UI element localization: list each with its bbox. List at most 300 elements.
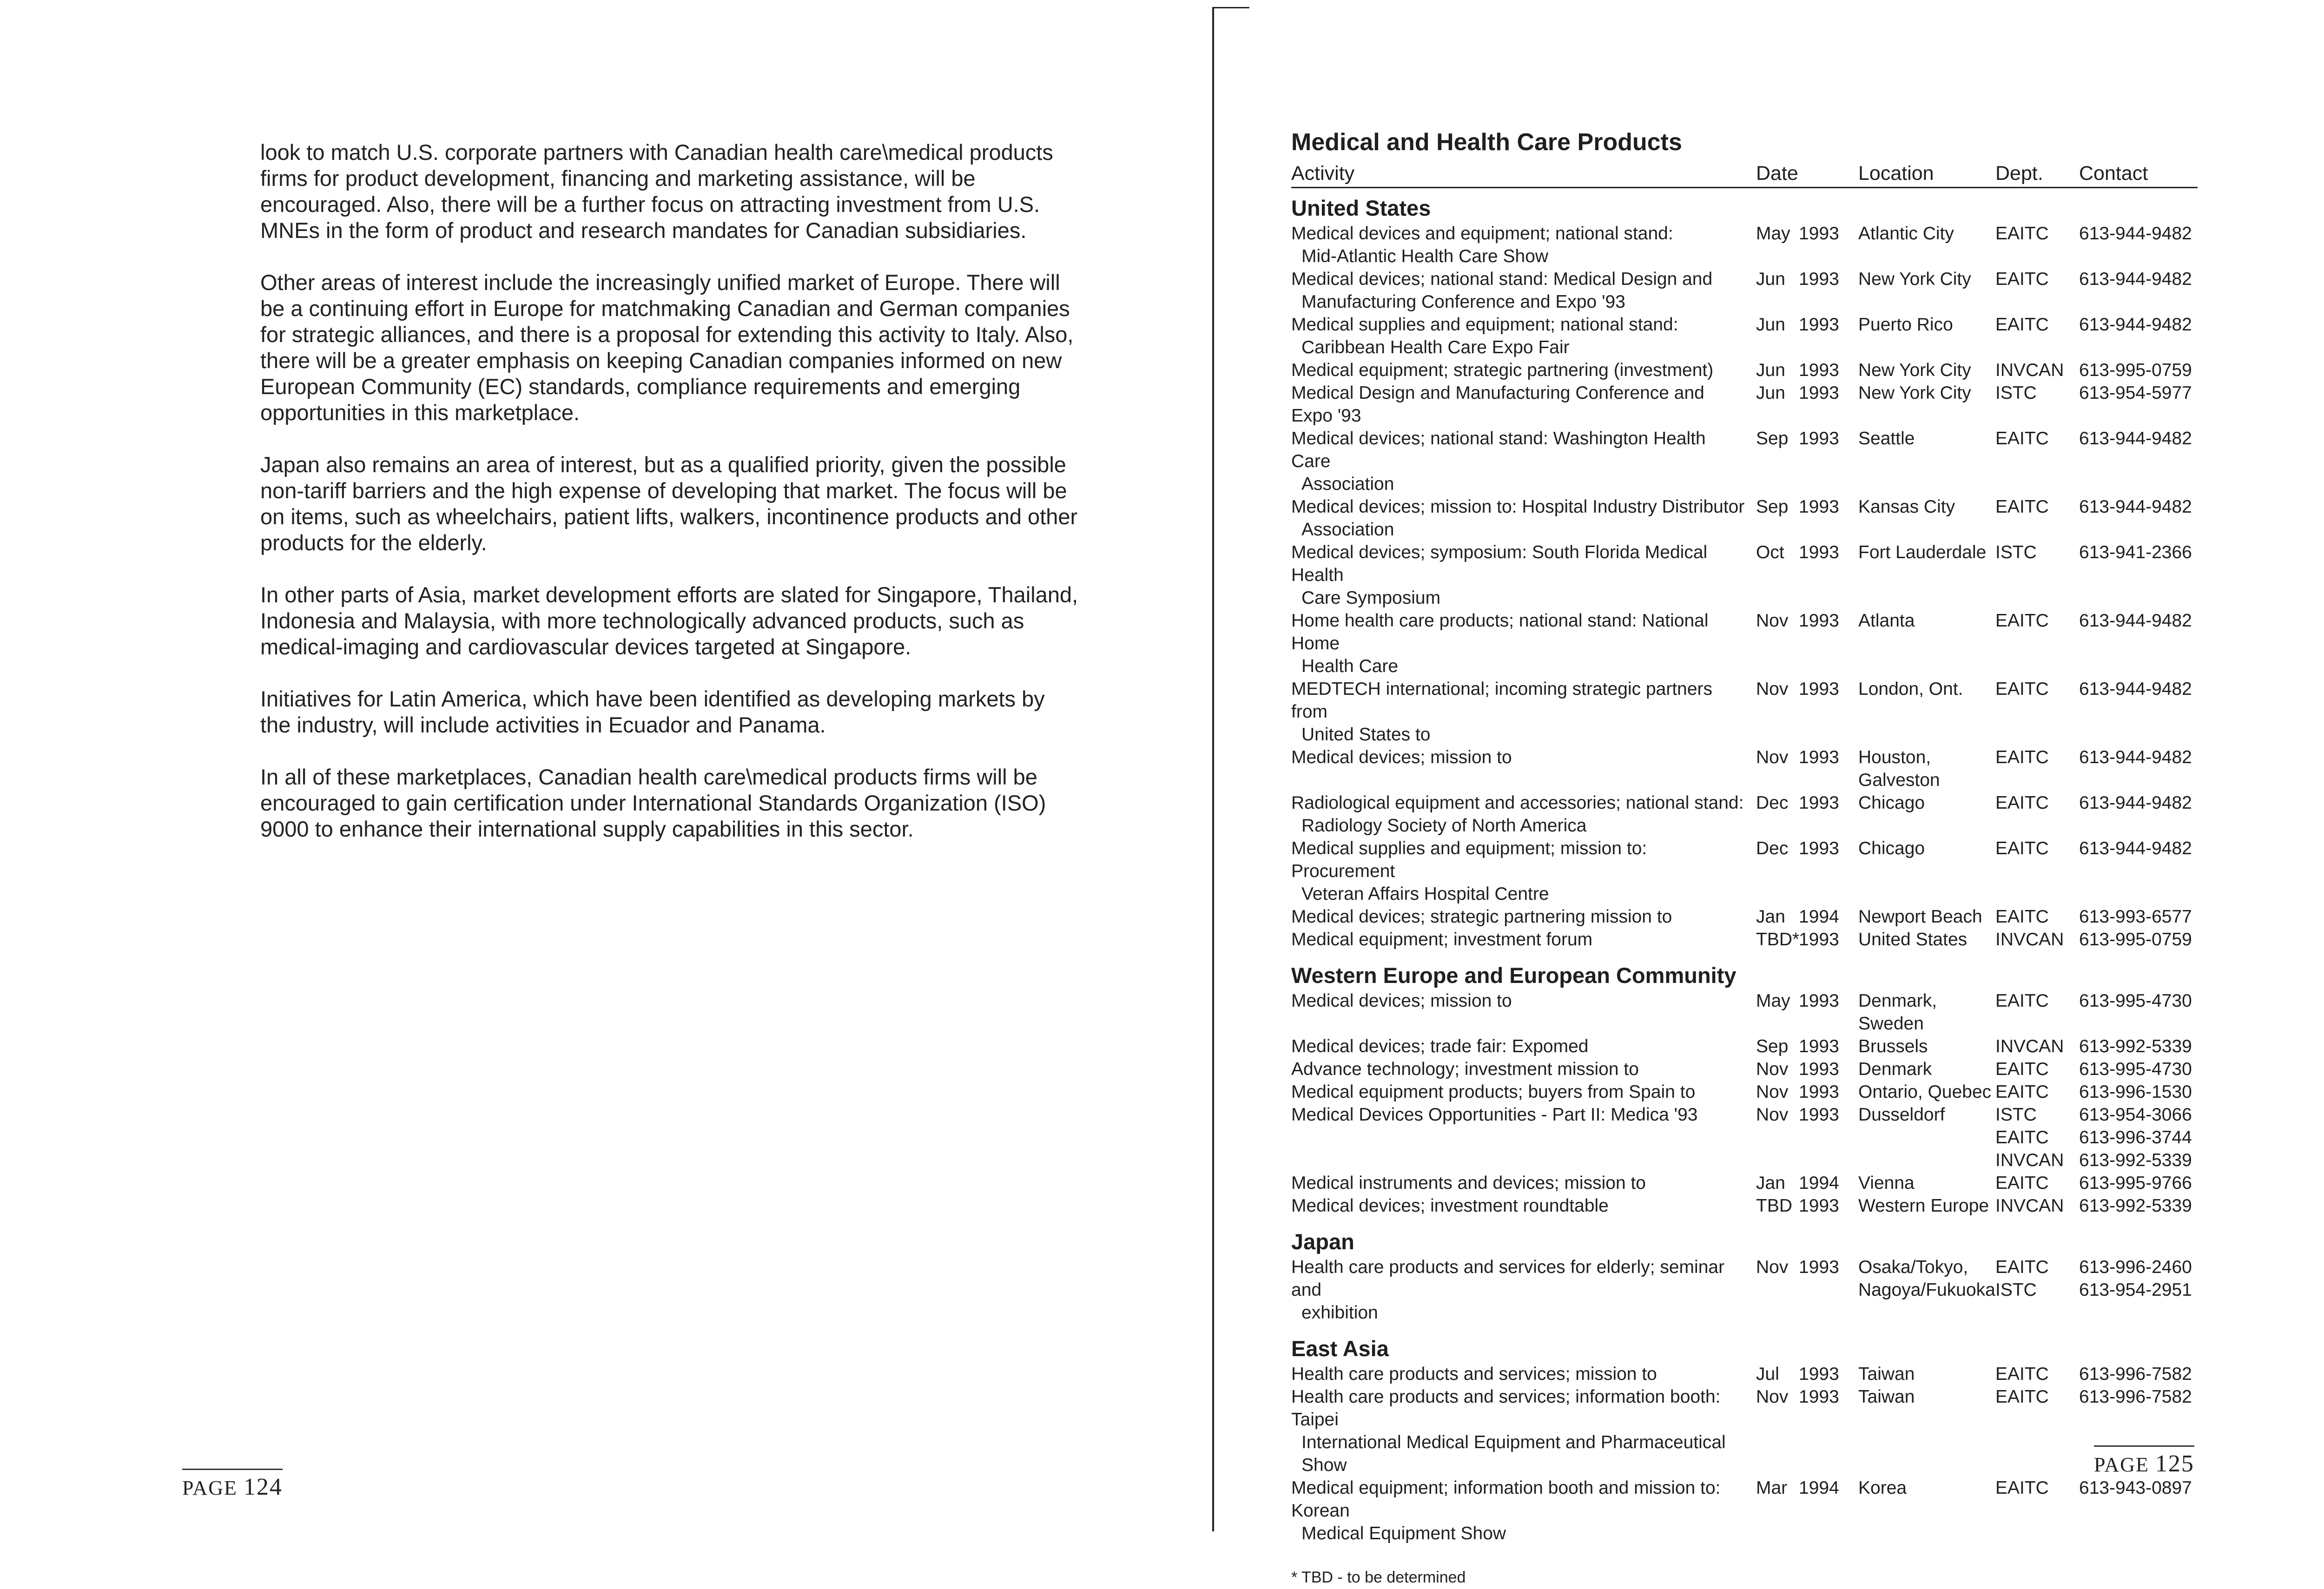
contact-value: 613-944-9482 xyxy=(2079,224,2192,244)
activity-line: Medical devices; mission to xyxy=(1291,747,1512,767)
location-value: Korea xyxy=(1858,1478,1907,1498)
dept-value: EAITC xyxy=(1995,1478,2049,1498)
activity-line: Association xyxy=(1301,474,1394,494)
location-value: Nagoya/Fukuoka xyxy=(1858,1280,1995,1300)
schedule-section xyxy=(1291,1230,2198,1324)
dept-cell xyxy=(1995,1194,2079,1217)
folio-number: 124 xyxy=(243,1474,283,1500)
date-year: 1993 xyxy=(1799,1105,1839,1125)
contact-value: 613-954-3066 xyxy=(2079,1105,2192,1125)
location-cell xyxy=(1858,905,1995,928)
date-year: 1993 xyxy=(1799,360,1839,380)
table-header xyxy=(1291,162,2198,188)
activity-cell xyxy=(1291,359,1756,382)
table-row xyxy=(1291,837,2198,905)
table-row xyxy=(1291,1058,2198,1081)
dept-cell xyxy=(1995,791,2079,837)
dept-value: EAITC xyxy=(1995,269,2049,289)
date-year: 1993 xyxy=(1799,1036,1839,1056)
table-row xyxy=(1291,1385,2198,1477)
activity-cell xyxy=(1291,1385,1756,1477)
date-year: 1993 xyxy=(1799,838,1839,858)
contact-value: 613-996-3744 xyxy=(2079,1127,2192,1147)
activity-line: Mid-Atlantic Health Care Show xyxy=(1301,246,1549,266)
location-cell xyxy=(1858,359,1995,382)
dept-cell xyxy=(1995,1256,2079,1324)
table-row xyxy=(1291,905,2198,928)
date-month: Jan xyxy=(1756,1173,1785,1193)
location-cell xyxy=(1858,222,1995,268)
activity-line: Radiology Society of North America xyxy=(1301,816,1587,836)
dept-value: EAITC xyxy=(1995,1059,2049,1079)
activity-line: Medical devices; national stand: Medical Design and xyxy=(1291,269,1713,289)
location-cell xyxy=(1858,313,1995,359)
activity-cell xyxy=(1291,1172,1756,1194)
contact-cell xyxy=(2079,609,2198,678)
location-value: Newport Beach xyxy=(1858,907,1982,927)
contact-value: 613-944-9482 xyxy=(2079,838,2192,858)
date-month: Sep xyxy=(1756,429,1789,448)
table-row xyxy=(1291,1035,2198,1058)
table-row xyxy=(1291,222,2198,268)
date-year: 1993 xyxy=(1799,429,1839,448)
date-month: Nov xyxy=(1756,747,1789,767)
location-value: Brussels xyxy=(1858,1036,1928,1056)
dept-value: ISTC xyxy=(1995,1280,2037,1300)
activity-line: Radiological equipment and accessories; national stand: xyxy=(1291,793,1744,813)
contact-value: 613-944-9482 xyxy=(2079,747,2192,767)
date-year: 1993 xyxy=(1799,747,1839,767)
activity-line: Association xyxy=(1301,520,1394,540)
activity-cell xyxy=(1291,1194,1756,1217)
dept-cell xyxy=(1995,1363,2079,1385)
schedule-title: Medical and Health Care Products xyxy=(1291,129,1682,156)
activity-line: Medical supplies and equipment; mission to: Procurement xyxy=(1291,838,1647,881)
dept-cell xyxy=(1995,495,2079,541)
location-value: Osaka/Tokyo, xyxy=(1858,1257,1968,1277)
activity-cell xyxy=(1291,268,1756,313)
contact-cell xyxy=(2079,1194,2198,1217)
activity-cell xyxy=(1291,837,1756,905)
location-value: Denmark xyxy=(1858,1059,1932,1079)
table-row xyxy=(1291,427,2198,495)
location-value: Seattle xyxy=(1858,429,1915,448)
table-row xyxy=(1291,1172,2198,1194)
table-row xyxy=(1291,1256,2198,1324)
location-cell xyxy=(1858,791,1995,837)
date-year: 1993 xyxy=(1799,497,1839,517)
date-month: TBD xyxy=(1756,1196,1792,1216)
location-value: Atlantic City xyxy=(1858,224,1954,244)
activity-cell xyxy=(1291,222,1756,268)
event-schedule-table xyxy=(1291,131,2198,1589)
section-heading: East Asia xyxy=(1291,1336,1389,1361)
date-year: 1993 xyxy=(1799,224,1839,244)
dept-value: EAITC xyxy=(1995,429,2049,448)
contact-cell xyxy=(2079,541,2198,609)
dept-cell xyxy=(1995,359,2079,382)
dept-value: EAITC xyxy=(1995,497,2049,517)
location-cell xyxy=(1858,1477,1995,1545)
location-value: New York City xyxy=(1858,360,1971,380)
contact-value: 613-996-2460 xyxy=(2079,1257,2192,1277)
location-value: Taiwan xyxy=(1858,1387,1915,1407)
dept-value: INVCAN xyxy=(1995,1196,2064,1216)
activity-line: Health care products and services; information booth: Taipei xyxy=(1291,1387,1721,1430)
date-month: Nov xyxy=(1756,611,1789,631)
contact-cell xyxy=(2079,1103,2198,1172)
dept-cell xyxy=(1995,746,2079,791)
activity-cell xyxy=(1291,541,1756,609)
activity-cell xyxy=(1291,1103,1756,1172)
section-heading: United States xyxy=(1291,196,1431,220)
dept-value: INVCAN xyxy=(1995,360,2064,380)
date-month: Jun xyxy=(1756,383,1785,403)
left-body-text xyxy=(260,139,1078,868)
location-cell xyxy=(1858,1363,1995,1385)
contact-cell xyxy=(2079,837,2198,905)
date-year: 1993 xyxy=(1799,679,1839,699)
date-month: Jun xyxy=(1756,360,1785,380)
table-body xyxy=(1291,197,2198,1545)
date-year: 1994 xyxy=(1799,907,1839,927)
footnote: * TBD - to be determined xyxy=(1291,1569,1466,1586)
location-value: Chicago xyxy=(1858,838,1925,858)
date-month: Nov xyxy=(1756,1059,1789,1079)
activity-cell xyxy=(1291,609,1756,678)
date-month: Nov xyxy=(1756,679,1789,699)
contact-cell xyxy=(2079,1172,2198,1194)
activity-cell xyxy=(1291,791,1756,837)
activity-line: Advance technology; investment mission to xyxy=(1291,1059,1639,1079)
contact-cell xyxy=(2079,905,2198,928)
location-cell xyxy=(1858,427,1995,495)
date-year: 1993 xyxy=(1799,991,1839,1011)
contact-value: 613-944-9482 xyxy=(2079,269,2192,289)
activity-line: Care Symposium xyxy=(1301,588,1441,608)
dept-cell xyxy=(1995,1058,2079,1081)
header-activity: Activity xyxy=(1291,162,1355,185)
contact-cell xyxy=(2079,678,2198,746)
date-month: May xyxy=(1756,224,1790,244)
activity-line: Medical Design and Manufacturing Conference and Expo '93 xyxy=(1291,383,1704,426)
dept-value: EAITC xyxy=(1995,991,2049,1011)
date-month: TBD* xyxy=(1756,930,1800,949)
activity-cell xyxy=(1291,1363,1756,1385)
date-year: 1993 xyxy=(1799,383,1839,403)
contact-value: 613-941-2366 xyxy=(2079,542,2192,562)
location-cell xyxy=(1858,1194,1995,1217)
activity-line: Health care products and services for elderly; seminar and xyxy=(1291,1257,1725,1300)
contact-cell xyxy=(2079,1035,2198,1058)
contact-cell xyxy=(2079,382,2198,427)
date-month: Nov xyxy=(1756,1105,1789,1125)
activity-line: Medical equipment; strategic partnering (investment) xyxy=(1291,360,1714,380)
activity-line: Medical Devices Opportunities - Part II: Medica '93 xyxy=(1291,1105,1698,1125)
location-value: Sweden xyxy=(1858,1014,1924,1034)
contact-value: 613-995-4730 xyxy=(2079,991,2192,1011)
contact-cell xyxy=(2079,222,2198,268)
schedule-section xyxy=(1291,1337,2198,1545)
contact-value: 613-996-7582 xyxy=(2079,1364,2192,1384)
contact-cell xyxy=(2079,791,2198,837)
activity-line: Veteran Affairs Hospital Centre xyxy=(1301,884,1549,904)
table-row xyxy=(1291,1477,2198,1545)
date-year: 1993 xyxy=(1799,793,1839,813)
page-gutter-line xyxy=(1212,7,1214,1531)
folio-label: PAGE xyxy=(2094,1453,2149,1476)
paragraph: Other areas of interest include the increasingly unified market of Europe. There will be a continuing effort in Europe for matchmaking Canadian and German companies for strategic alliances, and there is a proposal for extending this activity to Italy. Also, there will be a greater emphasis on keeping Canadian companies informed on new European Community (EC) standards, compliance requirements and emerging opportunities in this marketplace. xyxy=(260,270,1074,425)
activity-cell xyxy=(1291,905,1756,928)
dept-value: EAITC xyxy=(1995,1387,2049,1407)
dept-cell xyxy=(1995,222,2079,268)
contact-value: 613-995-9766 xyxy=(2079,1173,2192,1193)
section-heading: Japan xyxy=(1291,1229,1354,1254)
date-year: 1993 xyxy=(1799,1364,1839,1384)
location-value: Galveston xyxy=(1858,770,1940,790)
activity-cell xyxy=(1291,313,1756,359)
dept-value: EAITC xyxy=(1995,679,2049,699)
contact-value: 613-943-0897 xyxy=(2079,1478,2192,1498)
dept-value: EAITC xyxy=(1995,224,2049,244)
location-value: Houston, xyxy=(1858,747,1931,767)
table-row xyxy=(1291,1103,2198,1172)
location-value: Atlanta xyxy=(1858,611,1915,631)
dept-cell xyxy=(1995,1477,2079,1545)
dept-value: EAITC xyxy=(1995,907,2049,927)
dept-value: INVCAN xyxy=(1995,1036,2064,1056)
activity-line: Medical devices; strategic partnering mission to xyxy=(1291,907,1672,927)
activity-cell xyxy=(1291,989,1756,1035)
contact-cell xyxy=(2079,1363,2198,1385)
paragraph: In other parts of Asia, market development efforts are slated for Singapore, Thailand, Indonesia and Malaysia, with more technologically advanced products, such as medical-imaging and cardiovascular devices targeted at Singapore. xyxy=(260,582,1078,659)
dept-value: ISTC xyxy=(1995,383,2037,403)
activity-line: United States to xyxy=(1301,725,1431,745)
location-value: Dusseldorf xyxy=(1858,1105,1945,1125)
dept-value: EAITC xyxy=(1995,1173,2049,1193)
contact-cell xyxy=(2079,313,2198,359)
location-value: Denmark, xyxy=(1858,991,1937,1011)
table-row xyxy=(1291,678,2198,746)
contact-cell xyxy=(2079,359,2198,382)
activity-cell xyxy=(1291,1081,1756,1103)
dept-value: EAITC xyxy=(1995,747,2049,767)
location-value: United States xyxy=(1858,930,1967,949)
contact-cell xyxy=(2079,989,2198,1035)
date-month: Oct xyxy=(1756,542,1784,562)
date-month: Jul xyxy=(1756,1364,1779,1384)
dept-value: EAITC xyxy=(1995,1364,2049,1384)
activity-cell xyxy=(1291,1035,1756,1058)
activity-line: Medical equipment; investment forum xyxy=(1291,930,1593,949)
contact-value: 613-995-4730 xyxy=(2079,1059,2192,1079)
location-cell xyxy=(1858,495,1995,541)
contact-cell xyxy=(2079,1477,2198,1545)
table-row xyxy=(1291,989,2198,1035)
activity-cell xyxy=(1291,928,1756,951)
date-month: Mar xyxy=(1756,1478,1788,1498)
dept-cell xyxy=(1995,837,2079,905)
table-row xyxy=(1291,746,2198,791)
paragraph: In all of these marketplaces, Canadian health care\medical products firms will be encouraged to gain certification under International Standards Organization (ISO) 9000 to enhance their international supply capabilities in this sector. xyxy=(260,765,1046,841)
activity-line: International Medical Equipment and Pharmaceutical Show xyxy=(1301,1432,1726,1475)
contact-value: 613-992-5339 xyxy=(2079,1036,2192,1056)
date-year: 1993 xyxy=(1799,269,1839,289)
dept-value: INVCAN xyxy=(1995,930,2064,949)
contact-value: 613-996-1530 xyxy=(2079,1082,2192,1102)
date-month: Nov xyxy=(1756,1387,1789,1407)
dept-value: ISTC xyxy=(1995,542,2037,562)
location-cell xyxy=(1858,1035,1995,1058)
dept-cell xyxy=(1995,1172,2079,1194)
activity-line: Medical devices; investment roundtable xyxy=(1291,1196,1609,1216)
activity-line: exhibition xyxy=(1301,1303,1378,1323)
location-value: Western Europe xyxy=(1858,1196,1989,1216)
dept-cell xyxy=(1995,1103,2079,1172)
contact-value: 613-944-9482 xyxy=(2079,497,2192,517)
contact-cell xyxy=(2079,1081,2198,1103)
date-year: 1993 xyxy=(1799,1059,1839,1079)
dept-value: EAITC xyxy=(1995,1257,2049,1277)
activity-cell xyxy=(1291,495,1756,541)
date-year: 1993 xyxy=(1799,1387,1839,1407)
table-row xyxy=(1291,1081,2198,1103)
activity-line: Health Care xyxy=(1301,656,1399,676)
activity-line: Health care products and services; mission to xyxy=(1291,1364,1657,1384)
contact-value: 613-992-5339 xyxy=(2079,1150,2192,1170)
dept-cell xyxy=(1995,1081,2079,1103)
activity-cell xyxy=(1291,1477,1756,1545)
date-month: Jan xyxy=(1756,907,1785,927)
activity-line: Medical devices; symposium: South Florida Medical Health xyxy=(1291,542,1708,585)
paragraph: Initiatives for Latin America, which have been identified as developing markets by the industry, will include activities in Ecuador and Panama. xyxy=(260,686,1045,737)
activity-cell xyxy=(1291,1256,1756,1324)
contact-cell xyxy=(2079,268,2198,313)
date-year: 1993 xyxy=(1799,930,1839,949)
contact-value: 613-944-9482 xyxy=(2079,611,2192,631)
dept-cell xyxy=(1995,382,2079,427)
dept-cell xyxy=(1995,928,2079,951)
table-row xyxy=(1291,541,2198,609)
contact-value: 613-954-5977 xyxy=(2079,383,2192,403)
location-value: Taiwan xyxy=(1858,1364,1915,1384)
table-row xyxy=(1291,359,2198,382)
contact-value: 613-996-7582 xyxy=(2079,1387,2192,1407)
activity-line: Medical equipment; information booth and mission to: Korean xyxy=(1291,1478,1721,1521)
dept-cell xyxy=(1995,427,2079,495)
contact-cell xyxy=(2079,1058,2198,1081)
location-cell xyxy=(1858,268,1995,313)
location-value: New York City xyxy=(1858,269,1971,289)
contact-value: 613-995-0759 xyxy=(2079,930,2192,949)
date-year: 1993 xyxy=(1799,1196,1839,1216)
location-value: Fort Lauderdale xyxy=(1858,542,1987,562)
activity-line: Manufacturing Conference and Expo '93 xyxy=(1301,292,1625,312)
date-month: Nov xyxy=(1756,1257,1789,1277)
location-value: London, Ont. xyxy=(1858,679,1963,699)
contact-value: 613-944-9482 xyxy=(2079,793,2192,813)
date-year: 1993 xyxy=(1799,611,1839,631)
location-value: Kansas City xyxy=(1858,497,1955,517)
page-number-right xyxy=(2094,1450,2194,1477)
dept-value: EAITC xyxy=(1995,1082,2049,1102)
location-cell xyxy=(1858,1103,1995,1172)
section-heading: Western Europe and European Community xyxy=(1291,963,1736,988)
contact-value: 613-992-5339 xyxy=(2079,1196,2192,1216)
contact-value: 613-944-9482 xyxy=(2079,315,2192,335)
location-value: Vienna xyxy=(1858,1173,1915,1193)
location-value: Chicago xyxy=(1858,793,1925,813)
location-cell xyxy=(1858,678,1995,746)
folio-number: 125 xyxy=(2155,1451,2194,1477)
dept-value: EAITC xyxy=(1995,611,2049,631)
contact-cell xyxy=(2079,427,2198,495)
location-cell xyxy=(1858,609,1995,678)
location-cell xyxy=(1858,1172,1995,1194)
activity-line: Medical devices; national stand: Washington Health Care xyxy=(1291,429,1706,471)
table-row xyxy=(1291,268,2198,313)
location-cell xyxy=(1858,746,1995,791)
contact-value: 613-944-9482 xyxy=(2079,679,2192,699)
table-row xyxy=(1291,313,2198,359)
table-row xyxy=(1291,791,2198,837)
contact-value: 613-993-6577 xyxy=(2079,907,2192,927)
date-year: 1993 xyxy=(1799,1257,1839,1277)
location-value: Puerto Rico xyxy=(1858,315,1953,335)
dept-value: EAITC xyxy=(1995,315,2049,335)
date-year: 1994 xyxy=(1799,1478,1839,1498)
location-cell xyxy=(1858,1058,1995,1081)
location-cell xyxy=(1858,1081,1995,1103)
contact-value: 613-995-0759 xyxy=(2079,360,2192,380)
contact-cell xyxy=(2079,495,2198,541)
dept-cell xyxy=(1995,609,2079,678)
dept-cell xyxy=(1995,313,2079,359)
dept-cell xyxy=(1995,541,2079,609)
location-value: Ontario, Quebec xyxy=(1858,1082,1992,1102)
dept-value: INVCAN xyxy=(1995,1150,2064,1170)
header-date: Date xyxy=(1756,162,1798,185)
table-row xyxy=(1291,928,2198,951)
location-cell xyxy=(1858,382,1995,427)
table-row xyxy=(1291,495,2198,541)
contact-value: 613-944-9482 xyxy=(2079,429,2192,448)
location-cell xyxy=(1858,1385,1995,1477)
date-month: Nov xyxy=(1756,1082,1789,1102)
header-location: Location xyxy=(1858,162,1934,185)
header-contact: Contact xyxy=(2079,162,2148,185)
activity-cell xyxy=(1291,427,1756,495)
date-month: Jun xyxy=(1756,269,1785,289)
date-year: 1993 xyxy=(1799,1082,1839,1102)
dept-cell xyxy=(1995,905,2079,928)
contact-value: 613-954-2951 xyxy=(2079,1280,2192,1300)
dept-cell xyxy=(1995,1035,2079,1058)
location-cell xyxy=(1858,928,1995,951)
activity-line: Medical Equipment Show xyxy=(1301,1523,1506,1543)
activity-cell xyxy=(1291,382,1756,427)
contact-cell xyxy=(2079,928,2198,951)
paragraph: look to match U.S. corporate partners with Canadian health care\medical products firms for product development, financing and marketing assistance, will be encouraged. Also, there will be a further focus on attracting investment from U.S. MNEs in the form of product and research mandates for Canadian subsidiaries. xyxy=(260,140,1053,243)
contact-cell xyxy=(2079,1256,2198,1324)
date-year: 1994 xyxy=(1799,1173,1839,1193)
location-cell xyxy=(1858,837,1995,905)
dept-value: EAITC xyxy=(1995,793,2049,813)
activity-line: Medical devices; mission to xyxy=(1291,991,1512,1011)
location-cell xyxy=(1858,541,1995,609)
schedule-section xyxy=(1291,197,2198,951)
contact-cell xyxy=(2079,746,2198,791)
